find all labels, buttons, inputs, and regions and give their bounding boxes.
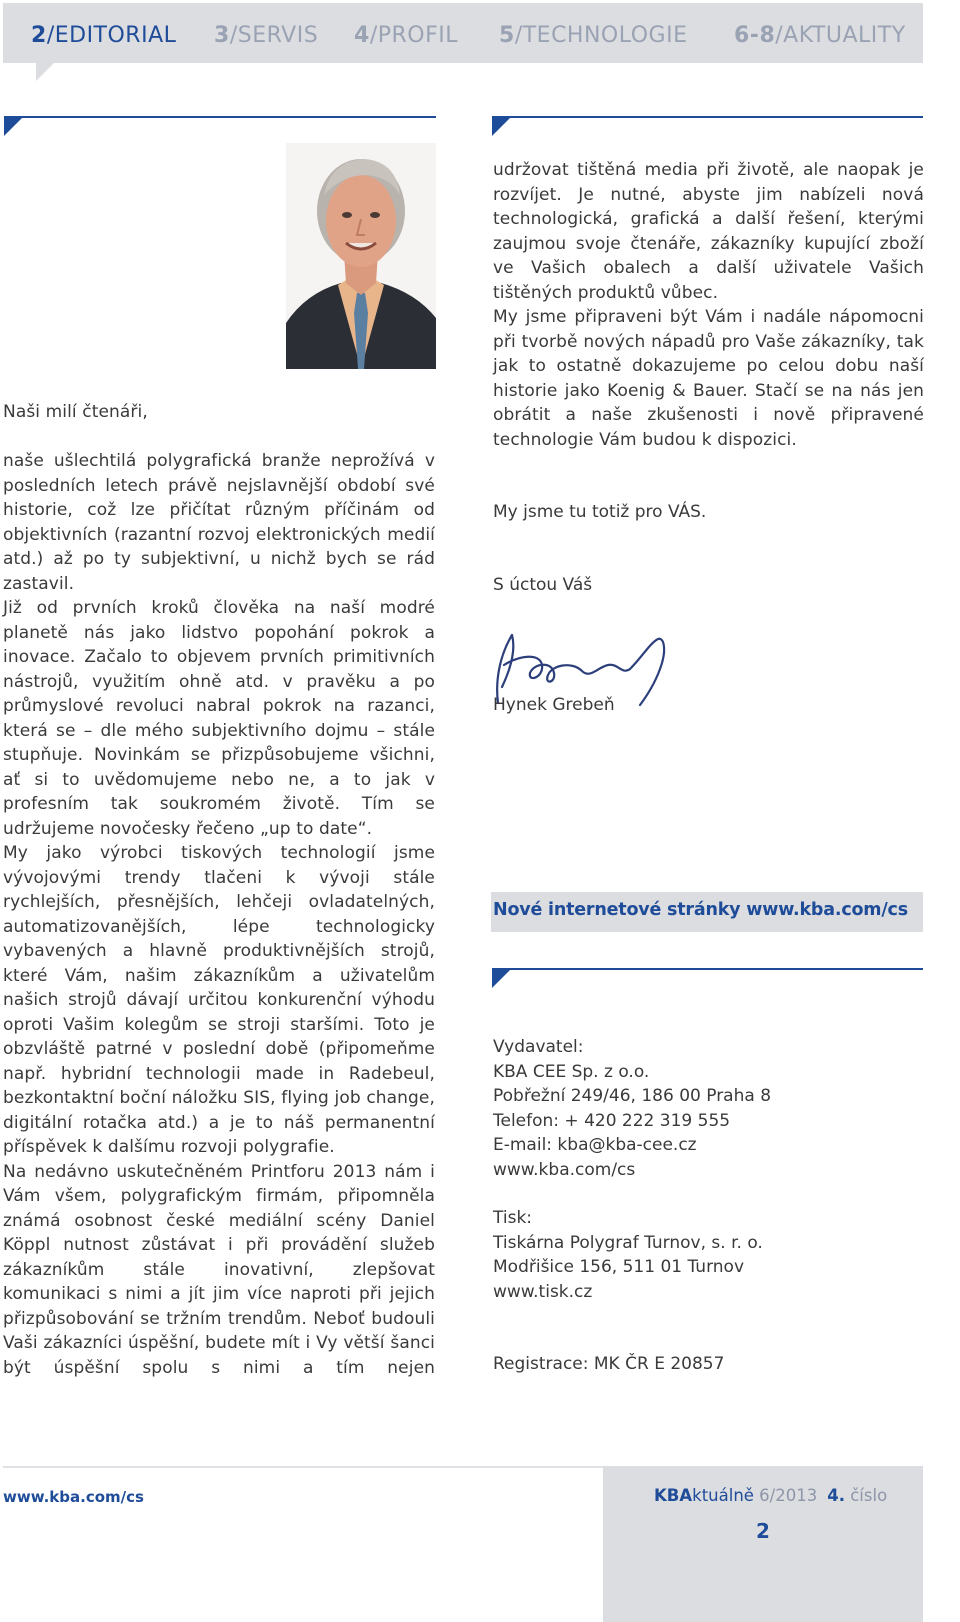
editorial-column-right	[493, 158, 924, 452]
magazine-title: KBAktuálně 6/2013 4. číslo	[654, 1486, 888, 1505]
publisher-line: Pobřežní 249/46, 186 00 Praha 8	[493, 1086, 772, 1106]
nav-item-servis[interactable]: 3/SERVIS	[214, 23, 319, 48]
editorial-paragraph: My jsme připraveni být Vám i nadále nápomocni při tvorbě nových nápadů pro Vaše zákazníky, tak jak to ostatně dokazujeme po celou dobu naší historie jako Koenig & Bauer. Stačí se na nás jen obrátit a naše zkušenosti i nově připravené technologie Vám budou k dispozici.	[493, 307, 924, 450]
publisher-website[interactable]: www.kba.com/cs	[493, 1159, 636, 1180]
top-navigation-bar	[3, 3, 923, 63]
editorial-closing: My jsme tu totiž pro VÁS.	[493, 502, 707, 522]
section-triangle-right	[492, 116, 512, 136]
publisher-line: KBA CEE Sp. z o.o.	[493, 1061, 650, 1082]
print-line: Modřišice 156, 511 01 Turnov	[493, 1257, 745, 1277]
editorial-regards: S úctou Váš	[493, 575, 593, 595]
editorial-paragraph: Na nedávno uskutečněném Printforu 2013 nám i Vám všem, polygrafickým firmám, připomněla známá osobnost české mediální scény Daniel Köppl nutnost zůstávat i při provádění služeb zákazníkům stále inovativní, zlepšovat komunikaci s nimi a jít jim více naproti při jejich přizpůsobování se tržním trendům. Neboť budouli Vaši zákazníci úspěšní, budete mít i Vy větší šanci být úspěšní spolu s nimi a tím nejen	[3, 1161, 435, 1378]
print-website[interactable]: www.tisk.cz	[493, 1281, 593, 1302]
registration-number: Registrace: MK ČR E 20857	[493, 1354, 725, 1374]
nav-item-profil[interactable]: 4/PROFIL	[354, 23, 458, 48]
editorial-paragraph: naše ušlechtilá polygrafická branže neprožívá v posledních letech právě nejslavnější období své historie, což lze přičítat různým příčinám od objektivních (razantní rozvoj elektronických medií atd.) až po ty subjektivní, u nichž bych se rád zastavil.	[3, 451, 435, 594]
editorial-greeting: Naši milí čtenáři,	[3, 402, 148, 422]
section-rule-right	[492, 116, 923, 118]
signature-name: Hynek Grebeň	[493, 695, 615, 715]
print-heading: Tisk:	[493, 1208, 533, 1228]
footer-rule	[3, 1466, 603, 1468]
nav-item-technologie[interactable]: 5/TECHNOLOGIE	[499, 23, 688, 48]
nav-item-editorial[interactable]: 2/EDITORIAL	[31, 23, 177, 48]
section-triangle-left	[4, 116, 24, 136]
section-rule-left	[4, 116, 436, 118]
nav-notch	[36, 63, 54, 81]
editorial-paragraph: Již od prvních kroků člověka na naší modré planetě nás jako lidstvo popohání pokrok a inovace. Začalo to objevem prvních primitivních nástrojů, využitím ohně atd. v pravěku a po průmyslové revoluci nabral pokrok na razanci, která se – dle mého subjektivního dojmu – stále stupňuje. Novinkám se přizpůsobujeme všichni, ať si to uvědomujeme nebo ne, a to jak v profesním tak soukromém životě. Tím se udržujeme novočesky řečeno „up to date“.	[3, 598, 435, 839]
nav-item-aktuality[interactable]: 6-8/AKTUALITY	[734, 23, 906, 48]
portrait-illustration	[286, 143, 436, 369]
website-banner[interactable]	[491, 892, 923, 932]
publisher-email[interactable]: E-mail: kba@kba-cee.cz	[493, 1135, 697, 1155]
editorial-paragraph: My jako výrobci tiskových technologií jsme vývojovými trendy tlačeni k vývoji stále rychlejších, přesnějších, lehčeji ovladatelných, automatizovanějších, lépe technologicky vybavených a hlavně produktivnějších strojů, které Vám, našim zákazníkům a uživatelům našich strojů dávají určitou konkurenční výhodu oproti Vašim kolegům se stroji staršími. Toto je obzvláště patrné v poslední době (připomeňme např. hybridní technologii made in Radebeul, bezkontaktní boční náložku SIS, flying job change, digitální rotačka atd.) a je to náš permanentní příspěvek k dalšímu rozvoji polygrafie.	[3, 843, 435, 1157]
editorial-paragraph: udržovat tištěná media při životě, ale naopak je rozvíjet. Je nutné, abyste jim nabízeli nová technologická, grafická a další řešení, kterými zaujmou svoje čtenáře, zákazníky kupující zboží ve Vašich obalech a další uživatele Vašich tištěných produktů vůbec.	[493, 160, 924, 303]
imprint-triangle	[492, 968, 512, 988]
footer-url[interactable]: www.kba.com/cs	[3, 1488, 144, 1506]
author-portrait	[286, 143, 436, 369]
website-banner-text: Nové internetové stránky www.kba.com/cs	[493, 900, 908, 920]
editorial-column-left	[3, 400, 435, 1380]
publisher-heading: Vydavatel:	[493, 1037, 584, 1057]
print-line: Tiskárna Polygraf Turnov, s. r. o.	[493, 1232, 763, 1253]
publisher-line: Telefon: + 420 222 319 555	[493, 1110, 731, 1131]
page-number: 2	[756, 1519, 770, 1543]
imprint-rule	[492, 968, 923, 970]
